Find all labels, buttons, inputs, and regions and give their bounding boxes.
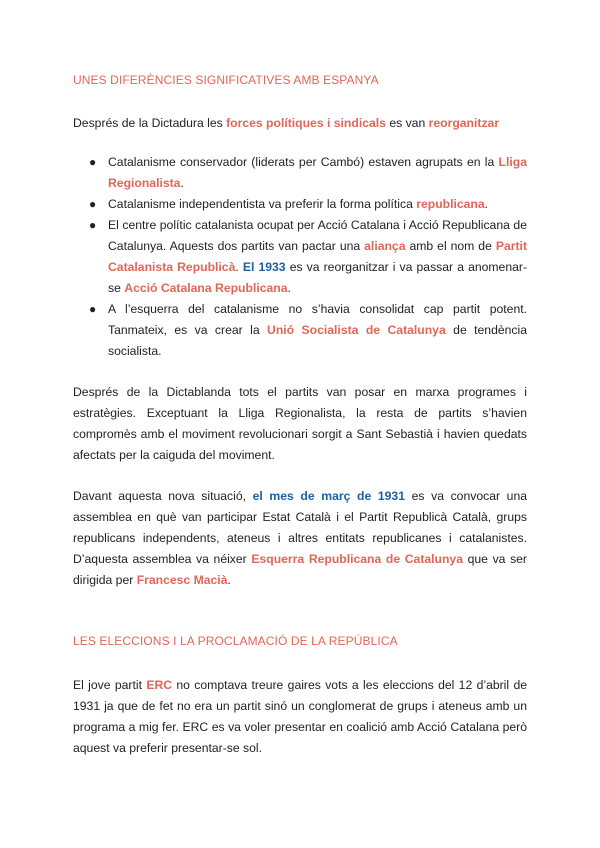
erc-paragraph — [73, 675, 527, 759]
assembly-paragraph — [73, 486, 527, 591]
text-run: A l’esquerra del catalanisme no s’havia consolidat cap partit potent. Tanmateix, es va crear la — [108, 302, 527, 337]
text-run: de tendència socialista. — [108, 323, 528, 358]
highlight-term: forces polítiques i sindicals — [226, 116, 386, 130]
highlight-term: Lliga Regionalista — [108, 155, 527, 190]
text-run: . — [235, 260, 243, 274]
bullet-list — [89, 152, 528, 362]
text-run: . — [180, 176, 184, 190]
text-run: no comptava treure gaires vots a les eleccions del 12 d’abril de 1931 ja que de fet no era un partit sinó un conglomerat de grups i ateneus amb un programa a mig fer. ERC es va voler presentar en coalició amb Acció Catalana però aquest va preferir presentar-se sol. — [73, 678, 527, 755]
text-run: . — [227, 573, 231, 587]
text-run: El jove partit — [73, 678, 147, 692]
section-heading-elections: LES ELECCIONS I LA PROCLAMACIÓ DE LA REPÚBLICA — [73, 634, 398, 648]
highlight-term: Unió Socialista de Catalunya — [267, 323, 446, 337]
text-run: . — [484, 197, 489, 211]
text-run: es va reorganitzar i va passar a anomenar-se — [108, 260, 528, 295]
text-run: que va ser dirigida per — [73, 552, 527, 587]
intro-paragraph — [73, 113, 527, 134]
dictablanda-paragraph: Després de la Dictablanda tots el partits van posar en marxa programes i estratègies. Exceptuant la Lliga Regionalista, la resta de partits s’havien compromès amb el moviment revolucionari sorgit a Sant Sebastià i havien quedats afectats per la caiguda del moviment. — [73, 385, 527, 462]
list-item — [89, 299, 528, 362]
text-run: Catalanisme independentista va preferir la forma política — [108, 197, 417, 211]
text-run: El centre polític catalanista ocupat per Acció Catalana i Acció Republicana de Catalunya. Aquests dos partits van pactar una — [108, 218, 527, 253]
bullet-icon: ● — [89, 302, 97, 316]
bullet-icon: ● — [89, 155, 97, 169]
highlight-term: Acció Catalana Republicana — [124, 281, 288, 295]
text-run: Catalanisme conservador (liderats per Cambó) estaven agrupats en la — [108, 155, 499, 169]
bullet-icon: ● — [89, 197, 97, 211]
text-run: Davant aquesta nova situació, — [73, 489, 253, 503]
highlight-date: el mes de març de 1931 — [252, 489, 405, 503]
list-item — [89, 152, 527, 194]
highlight-term: ERC — [146, 678, 173, 692]
list-item — [89, 194, 527, 215]
text-run: amb el nom de — [405, 239, 496, 253]
highlight-term: aliança — [364, 239, 406, 253]
text-run: es van — [385, 116, 429, 130]
highlight-term: Esquerra Republicana de Catalunya — [251, 552, 463, 566]
text-run: . — [287, 281, 291, 295]
highlight-term: reorganitzar — [428, 116, 500, 130]
highlight-term: Francesc Macià — [136, 573, 228, 587]
highlight-date: El 1933 — [242, 260, 286, 274]
bullet-icon: ● — [89, 218, 97, 232]
section-heading-differences: UNES DIFERÈNCIES SIGNIFICATIVES AMB ESPANYA — [73, 73, 379, 87]
text-run: es va convocar una assemblea en què van participar Estat Català i el Partit Republicà Català, grups republicans independents, ateneus i altres entitats republicanes i catalanistes. D’aquesta assemblea va néixer — [73, 489, 528, 566]
highlight-term: Partit Catalanista Republicà — [108, 239, 527, 274]
text-run: Després de la Dictadura les — [73, 116, 227, 130]
list-item — [89, 215, 528, 299]
highlight-term: republicana — [416, 197, 485, 211]
